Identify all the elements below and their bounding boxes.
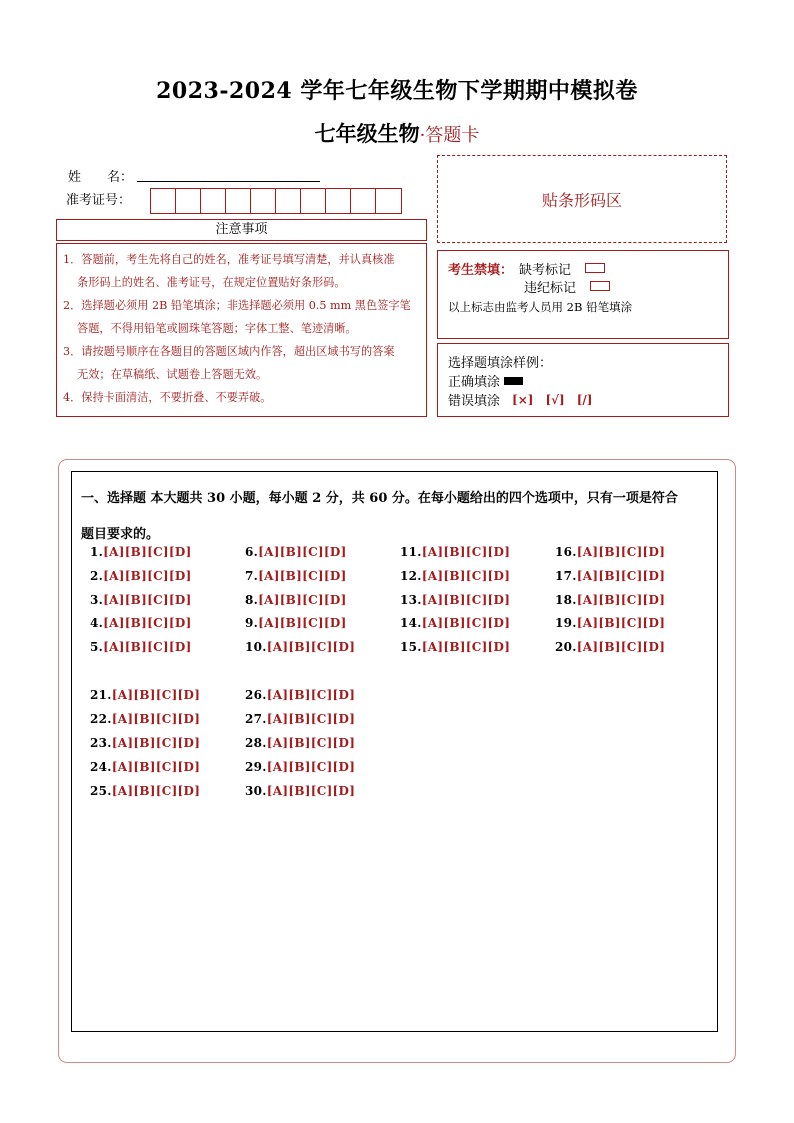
question-item[interactable] — [90, 712, 200, 726]
question-number: 3. — [90, 593, 104, 607]
wrong-fill-example: [/] — [576, 392, 593, 407]
question-number: 21. — [90, 688, 112, 702]
question-number: 30. — [245, 784, 267, 798]
id-box[interactable] — [201, 189, 226, 213]
answer-options[interactable]: [A][B][C][D] — [258, 616, 347, 630]
answer-options[interactable]: [A][B][C][D] — [576, 545, 666, 559]
question-item[interactable] — [400, 569, 510, 583]
question-number: 19. — [555, 616, 577, 630]
id-box[interactable] — [301, 189, 326, 213]
wrong-fill-label: 错误填涂 — [448, 394, 501, 409]
question-item[interactable] — [400, 545, 510, 559]
answer-options[interactable]: [A][B][C][D] — [111, 760, 201, 774]
question-item[interactable] — [555, 616, 665, 630]
question-item[interactable] — [90, 545, 192, 559]
name-label: 姓 名： — [68, 170, 134, 185]
section-heading-line: 题目要求的。 — [81, 527, 160, 542]
question-number: 17. — [555, 569, 577, 583]
correct-fill-example — [504, 377, 523, 385]
answer-options[interactable]: [A][B][C][D] — [111, 712, 201, 726]
notes-item: 无效；在草稿纸、试题卷上答题无效。 — [77, 368, 268, 381]
question-number: 28. — [245, 736, 267, 750]
question-item[interactable] — [245, 784, 355, 798]
violation-mark-box[interactable] — [590, 281, 610, 291]
question-number: 13. — [400, 593, 422, 607]
correct-fill-label: 正确填涂 — [448, 375, 501, 390]
subtitle-main: 七年级生物 — [314, 121, 420, 146]
question-number: 20. — [555, 640, 577, 654]
answer-options[interactable]: [A][B][C][D] — [576, 616, 666, 630]
answer-options[interactable]: [A][B][C][D] — [266, 688, 356, 702]
answer-options[interactable]: [A][B][C][D] — [103, 593, 192, 607]
question-number: 24. — [90, 760, 112, 774]
wrong-fill-example: [×] — [512, 392, 534, 407]
question-number: 14. — [400, 616, 422, 630]
fill-sample-panel — [437, 343, 729, 417]
exam-id-label: 准考证号： — [66, 193, 132, 208]
question-item[interactable] — [245, 736, 355, 750]
question-item[interactable] — [245, 569, 347, 583]
absent-mark-box[interactable] — [585, 263, 605, 273]
forbid-note: 以上标志由监考人员用 2B 铅笔填涂 — [448, 300, 633, 314]
section-heading — [81, 481, 709, 553]
name-field[interactable] — [137, 181, 320, 182]
notes-item: 答题，不得用铅笔或圆珠笔答题；字体工整、笔迹清晰。 — [77, 322, 357, 335]
question-number: 5. — [90, 640, 104, 654]
id-box[interactable] — [376, 189, 401, 213]
id-box[interactable] — [176, 189, 201, 213]
question-number: 22. — [90, 712, 112, 726]
question-item[interactable] — [90, 640, 192, 654]
violation-mark-label: 违纪标记 — [524, 280, 577, 296]
question-item[interactable] — [90, 760, 200, 774]
question-number: 27. — [245, 712, 267, 726]
subtitle-sub: 答题卡 — [425, 125, 480, 146]
question-item[interactable] — [90, 616, 192, 630]
notes-item: 1．答题前，考生先将自己的姓名，准考证号填写清楚，并认真核准 — [63, 253, 395, 266]
answer-options[interactable]: [A][B][C][D] — [266, 712, 356, 726]
answer-options[interactable]: [A][B][C][D] — [421, 616, 511, 630]
question-item[interactable] — [245, 712, 355, 726]
exam-id-boxes[interactable] — [150, 188, 402, 214]
answer-options[interactable]: [A][B][C][D] — [103, 616, 192, 630]
answer-options[interactable]: [A][B][C][D] — [103, 545, 192, 559]
question-item[interactable] — [245, 688, 355, 702]
forbid-label: 考生禁填： — [448, 262, 514, 278]
question-item[interactable] — [555, 569, 665, 583]
answer-options[interactable]: [A][B][C][D] — [266, 640, 356, 654]
question-item[interactable] — [245, 616, 347, 630]
answer-options[interactable]: [A][B][C][D] — [258, 569, 347, 583]
id-box[interactable] — [151, 189, 176, 213]
answer-options[interactable]: [A][B][C][D] — [103, 569, 192, 583]
id-box[interactable] — [326, 189, 351, 213]
answer-options[interactable]: [A][B][C][D] — [576, 640, 666, 654]
question-number: 26. — [245, 688, 267, 702]
notes-item: 4．保持卡面清洁，不要折叠、不要弄破。 — [63, 391, 272, 404]
subtitle-dot: · — [419, 125, 426, 146]
question-item[interactable] — [90, 688, 200, 702]
answer-options[interactable]: [A][B][C][D] — [266, 784, 356, 798]
question-item[interactable] — [90, 569, 192, 583]
question-item[interactable] — [400, 640, 510, 654]
question-number: 9. — [245, 616, 259, 630]
question-item[interactable] — [90, 784, 200, 798]
answer-options[interactable]: [A][B][C][D] — [103, 640, 192, 654]
notes-item: 条形码上的姓名、准考证号，在规定位置贴好条形码。 — [77, 276, 346, 289]
answer-options[interactable]: [A][B][C][D] — [421, 545, 511, 559]
page-title: 2023-2024 学年七年级生物下学期期中模拟卷 — [156, 78, 638, 104]
answer-options[interactable]: [A][B][C][D] — [266, 736, 356, 750]
question-number: 8. — [245, 593, 259, 607]
forbid-panel — [437, 250, 729, 339]
notes-item: 2．选择题必须用 2B 铅笔填涂；非选择题必须用 0.5 mm 黑色签字笔 — [63, 299, 411, 312]
question-number: 29. — [245, 760, 267, 774]
notes-item: 3．请按题号顺序在各题目的答题区域内作答，超出区域书写的答案 — [63, 345, 395, 358]
answer-options[interactable]: [A][B][C][D] — [266, 760, 356, 774]
id-box[interactable] — [276, 189, 301, 213]
answer-options[interactable]: [A][B][C][D] — [421, 569, 511, 583]
question-number: 6. — [245, 545, 259, 559]
question-item[interactable] — [90, 593, 192, 607]
question-number: 15. — [400, 640, 422, 654]
question-item[interactable] — [245, 760, 355, 774]
question-item[interactable] — [245, 640, 355, 654]
question-number: 25. — [90, 784, 112, 798]
question-number: 7. — [245, 569, 259, 583]
question-number: 18. — [555, 593, 577, 607]
answer-options[interactable]: [A][B][C][D] — [258, 545, 347, 559]
question-item[interactable] — [245, 593, 347, 607]
id-box[interactable] — [251, 189, 276, 213]
question-number: 11. — [400, 545, 422, 559]
sample-title: 选择题填涂样例： — [448, 356, 553, 371]
question-item[interactable] — [400, 593, 510, 607]
notes-panel — [56, 243, 427, 417]
answer-options[interactable]: [A][B][C][D] — [576, 569, 666, 583]
question-number: 10. — [245, 640, 267, 654]
absent-mark-label: 缺考标记 — [519, 262, 572, 278]
question-item[interactable] — [555, 593, 665, 607]
wrong-fill-example: [√] — [545, 392, 565, 407]
question-item[interactable] — [555, 640, 665, 654]
answer-options[interactable]: [A][B][C][D] — [421, 640, 511, 654]
question-number: 1. — [90, 545, 104, 559]
section-heading-line: 一、选择题 本大题共 30 小题，每小题 2 分，共 60 分。在每小题给出的四个选项中，只有一项是符合 — [81, 491, 678, 506]
question-number: 16. — [555, 545, 577, 559]
page-subtitle — [0, 118, 794, 148]
question-number: 12. — [400, 569, 422, 583]
answer-options[interactable]: [A][B][C][D] — [111, 736, 201, 750]
question-item[interactable] — [555, 545, 665, 559]
answer-options[interactable]: [A][B][C][D] — [421, 593, 511, 607]
answer-options[interactable]: [A][B][C][D] — [111, 784, 201, 798]
question-number: 2. — [90, 569, 104, 583]
question-item[interactable] — [400, 616, 510, 630]
question-number: 23. — [90, 736, 112, 750]
question-item[interactable] — [90, 736, 200, 750]
id-box[interactable] — [226, 189, 251, 213]
barcode-area: 贴条形码区 — [437, 155, 727, 243]
question-number: 4. — [90, 616, 104, 630]
notes-heading: 注意事项 — [56, 219, 427, 241]
id-box[interactable] — [351, 189, 376, 213]
answer-options[interactable]: [A][B][C][D] — [258, 593, 347, 607]
question-item[interactable] — [245, 545, 347, 559]
answer-options[interactable]: [A][B][C][D] — [576, 593, 666, 607]
answer-options[interactable]: [A][B][C][D] — [111, 688, 201, 702]
